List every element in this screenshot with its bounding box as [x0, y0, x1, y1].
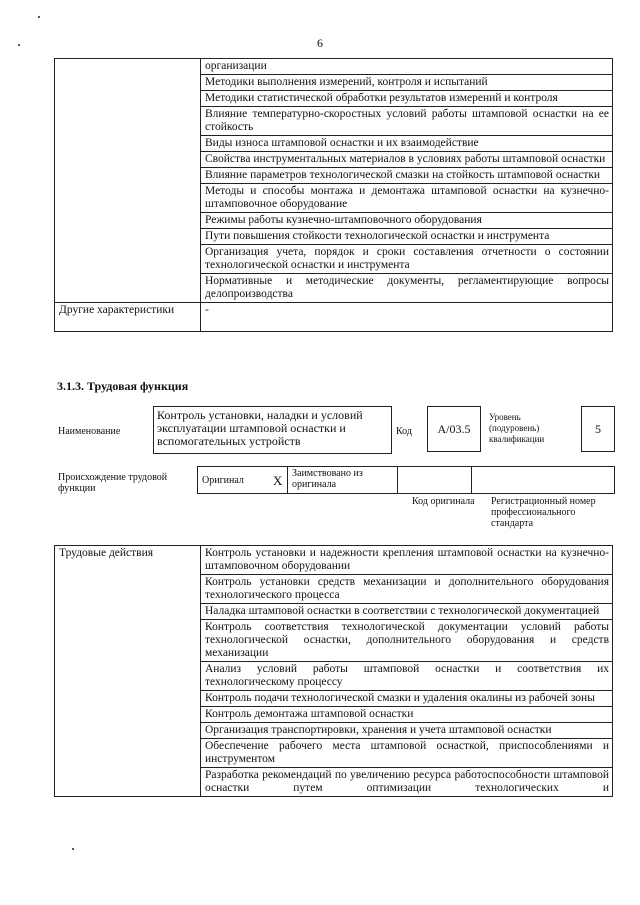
code-box: [427, 406, 481, 452]
knowledge-item: Режимы работы кузнечно-штамповочного оборудования: [201, 213, 613, 229]
borrowed-label: Заимствовано из оригинала: [288, 467, 398, 494]
section-title: 3.1.3. Трудовая функция: [57, 379, 189, 393]
knowledge-item: Свойства инструментальных материалов в условиях работы штамповой оснастки: [201, 152, 613, 168]
knowledge-label-cell: [55, 59, 201, 303]
labor-actions-label: Трудовые действия: [55, 546, 201, 797]
code-label: Код: [396, 426, 412, 437]
scan-speck: [38, 16, 40, 18]
original-label: Оригинал: [198, 467, 268, 494]
code-original-cell: [398, 467, 472, 494]
other-characteristics-label: Другие характеристики: [55, 303, 201, 332]
knowledge-item: Влияние параметров технологической смазки на стойкость штамповой оснастки: [201, 168, 613, 184]
labor-actions-table: [54, 545, 613, 797]
knowledge-item: Виды износа штамповой оснастки и их взаимодействие: [201, 136, 613, 152]
reg-number-caption: Регистрационный номер профессионального стандарта: [491, 496, 596, 529]
knowledge-item: Нормативные и методические документы, регламентирующие вопросы делопроизводства: [201, 274, 613, 303]
knowledge-item: Методики статистической обработки результатов измерений и контроля: [201, 91, 613, 107]
original-mark: X: [268, 467, 288, 494]
scan-speck: [72, 848, 74, 850]
knowledge-item: организации: [201, 59, 613, 75]
action-item: Контроль установки и надежности крепления штамповой оснастки на кузнечно-штамповочном оборудовании: [201, 546, 613, 575]
knowledge-table: [54, 58, 613, 332]
table-row: [198, 467, 615, 494]
action-item: Анализ условий работы штамповой оснастки и соответствия их технологическому процессу: [201, 662, 613, 691]
code-original-caption: Код оригинала: [412, 496, 475, 507]
other-characteristics-value: -: [201, 303, 613, 332]
table-row: [55, 59, 613, 75]
level-label: Уровень (подуровень) квалификации: [489, 412, 545, 444]
function-name-value: Контроль установки, наладки и условий эксплуатации штамповой оснастки и вспомогательных устройств: [157, 408, 363, 448]
action-item: Контроль соответствия технологической документации условий работы технологической оснастки, дополнительного оборудования и средств механизации: [201, 620, 613, 662]
page-number: 6: [317, 36, 323, 50]
table-row: [55, 303, 613, 332]
action-item: Контроль подачи технологической смазки и удаления окалины из рабочей зоны: [201, 691, 613, 707]
function-name-box: [153, 406, 392, 454]
action-item: Разработка рекомендаций по увеличению ресурса работоспособности штамповой оснастки путем оптимизации технологических и: [201, 768, 613, 797]
action-item: Наладка штамповой оснастки в соответствии с технологической документацией: [201, 604, 613, 620]
knowledge-item: Организация учета, порядок и сроки составления отчетности о состоянии технологической оснастки и инструмента: [201, 245, 613, 274]
action-item: Контроль демонтажа штамповой оснастки: [201, 707, 613, 723]
reg-number-cell: [472, 467, 615, 494]
level-value: 5: [595, 422, 601, 436]
knowledge-item: Влияние температурно-скоростных условий работы штамповой оснастки на ее стойкость: [201, 107, 613, 136]
knowledge-item: Методики выполнения измерений, контроля и испытаний: [201, 75, 613, 91]
origin-table: [197, 466, 615, 494]
name-label: Наименование: [58, 426, 121, 437]
action-item: Организация транспортировки, хранения и учета штамповой оснастки: [201, 723, 613, 739]
knowledge-item: Пути повышения стойкости технологической оснастки и инструмента: [201, 229, 613, 245]
level-box: [581, 406, 615, 452]
table-row: [55, 546, 613, 575]
origin-label: Происхождение трудовой функции: [58, 472, 168, 494]
action-item: Обеспечение рабочего места штамповой оснасткой, приспособлениями и инструментом: [201, 739, 613, 768]
knowledge-item: Методы и способы монтажа и демонтажа штамповой оснастки на кузнечно-штамповочное оборудование: [201, 184, 613, 213]
code-value: А/03.5: [437, 422, 471, 436]
action-item: Контроль установки средств механизации и дополнительного оборудования технологического процесса: [201, 575, 613, 604]
